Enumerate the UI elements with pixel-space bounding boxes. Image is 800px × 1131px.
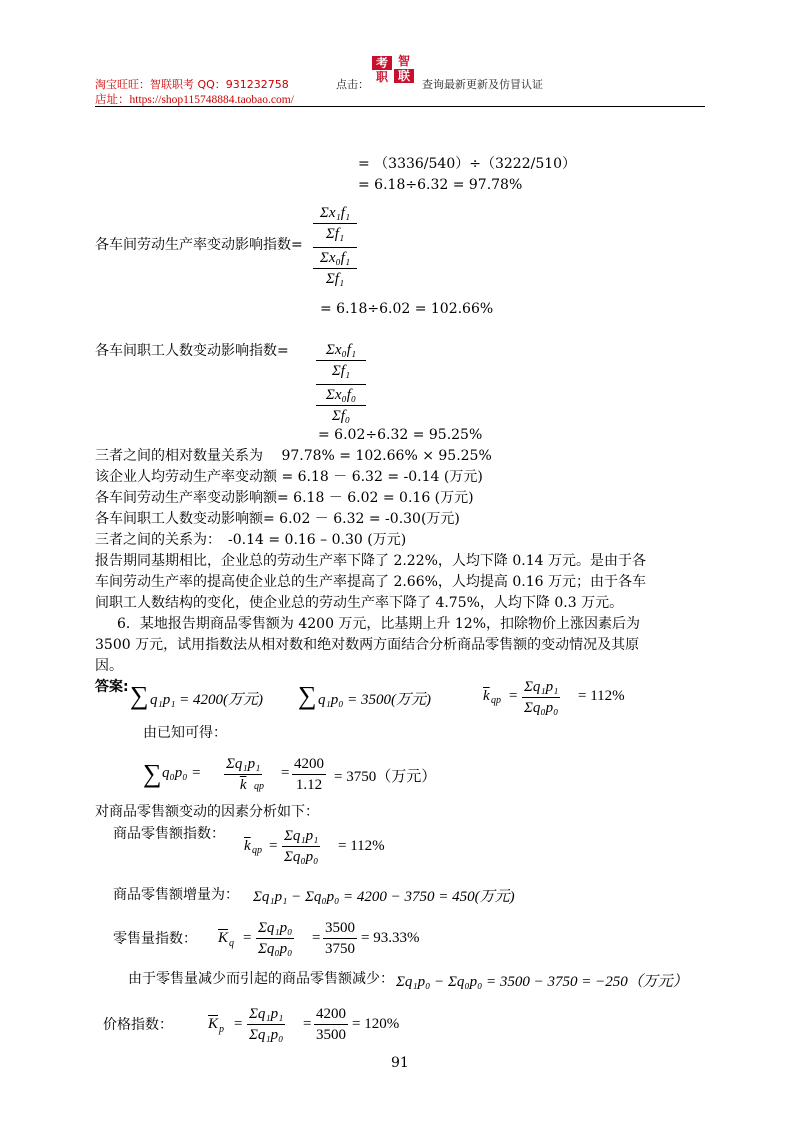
page-number: 91 — [391, 1055, 409, 1071]
productivity-index-fraction-top: Σx₁f₁ Σf₁ — [313, 203, 357, 244]
eq3-fraction: Σq₁p₁ Σq₀p₀ — [524, 679, 559, 716]
question-6-line-3: 因。 — [95, 658, 123, 674]
sum-symbol: ∑ — [143, 759, 162, 788]
price-index-value: = 120% — [352, 1016, 400, 1032]
staff-index-fraction-bottom: Σx₀f₀ Σf₀ — [316, 385, 366, 426]
known-text: 由已知可得： — [143, 725, 227, 741]
volume-index-fraction: Σq₁p₀ Σq₀p₀ — [258, 920, 293, 957]
header-shop-line: 淘宝旺旺：智联职考 QQ：931232758 — [95, 78, 289, 91]
k-bar-qp: $\overline{k}$ — [483, 688, 490, 704]
sales-index-fraction: Σq₁p₁ Σq₀p₀ — [284, 828, 319, 865]
logo-char-4: 联 — [394, 69, 414, 83]
workshop-productivity-index-label: 各车间劳动生产率变动影响指数= — [95, 237, 303, 253]
volume-decrease-eq: Σq₁p₀ − Σq₀p₀ = 3500 − 3750 = −250（万元） — [396, 974, 688, 990]
logo-char-2: 智 — [397, 54, 410, 68]
relation-line-2: 该企业人均劳动生产率变动额 = 6.18 － 6.32 = -0.14 (万元) — [95, 469, 483, 485]
calc-line-2: = 6.18÷6.32 = 97.78% — [358, 177, 523, 193]
price-index-label: 价格指数： — [103, 1017, 173, 1033]
staff-index-fraction-top: Σx₀f₁ Σf₁ — [316, 340, 366, 381]
k-sub: qp — [252, 845, 262, 856]
volume-index-value: = 93.33% — [361, 930, 420, 946]
calc-line-3: = 6.18÷6.02 = 102.66% — [320, 301, 494, 317]
eq4-fraction: $\frac{\text{Σq₁p₁}}{k}$ — [226, 756, 261, 793]
K-bar-p: $\overline{K}$ — [208, 1016, 219, 1032]
workshop-staff-index-label: 各车间职工人数变动影响指数= — [95, 343, 289, 359]
volume-decrease-label: 由于零售量减少而引起的商品零售额减少： — [128, 971, 394, 987]
header-click-label: 点击： — [336, 78, 369, 91]
eq3-value: = 112% — [578, 688, 625, 704]
conclusion-line-1: 报告期同基期相比，企业总的劳动生产率下降了 2.22%，人均下降 0.14 万元。是由于各 — [95, 553, 646, 569]
relation-line-1: 三者之间的相对数量关系为 97.78% = 102.66% × 95.25% — [95, 448, 492, 464]
calc-line-1: = （3336/540）÷（3222/510） — [358, 156, 577, 172]
zhilian-logo[interactable] — [372, 54, 416, 84]
eq4-value: = 3750（万元） — [334, 769, 437, 785]
conclusion-line-2: 车间劳动生产率的提高使企业总的生产率提高了 2.66%，人均提高 0.16 万元；由于各车 — [95, 574, 646, 590]
eq-q1p0: q₁p₀ = 3500(万元) — [318, 692, 432, 708]
sales-increment-label: 商品零售额增量为： — [113, 887, 239, 903]
eq4-lhs: q₀p₀ = — [162, 765, 202, 781]
productivity-index-fraction-bottom: Σx₀f₁ Σf₁ — [313, 248, 357, 289]
header-verify-link[interactable]: 查询最新更新及仿冒认证 — [422, 78, 543, 91]
price-index-fraction: Σq₁p₁ Σq₁p₀ — [249, 1006, 284, 1043]
header-divider — [95, 106, 705, 107]
relation-line-3: 各车间劳动生产率变动影响额= 6.18 － 6.02 = 0.16 (万元) — [95, 490, 474, 506]
sum-symbol: ∑ — [298, 681, 317, 710]
K-bar-q: $\overline{K}$ — [218, 930, 229, 946]
logo-char-3: 职 — [375, 70, 388, 84]
eq4-fraction-2: 4200 1.12 — [294, 756, 324, 793]
question-6-line-1: 6．某地报告期商品零售额为 4200 万元，比基期上升 12%，扣除物价上涨因素后为 — [117, 616, 641, 632]
k-bar: $\overline{k}$ — [244, 838, 251, 854]
relation-line-4: 各车间职工人数变动影响额= 6.02 － 6.32 = -0.30(万元) — [95, 511, 460, 527]
eq4-den-sub: qp — [254, 781, 264, 792]
k-sub-qp: qp — [491, 695, 501, 706]
sales-increment-eq: Σq₁p₁ − Σq₀p₀ = 4200 − 3750 = 450(万元) — [253, 889, 515, 905]
K-sub-p: p — [219, 1024, 224, 1035]
conclusion-line-3: 间职工人数结构的变化，使企业总的劳动生产率下降了 4.75%，人均下降 0.3 万元。 — [95, 595, 624, 611]
logo-char-1: 考 — [372, 56, 392, 70]
eq-q1p1: q₁p₁ = 4200(万元) — [150, 692, 264, 708]
question-6-line-2: 3500 万元，试用指数法从相对数和绝对数两方面结合分析商品零售额的变动情况及其原 — [95, 637, 640, 653]
sales-index-value: = 112% — [338, 838, 385, 854]
sum-symbol: ∑ — [130, 681, 149, 710]
answer-label: 答案: — [95, 679, 129, 695]
volume-index-fraction-2: 3500 3750 — [325, 920, 355, 957]
K-sub-q: q — [229, 938, 234, 949]
volume-index-label: 零售量指数： — [113, 931, 197, 947]
calc-line-4: = 6.02÷6.32 = 95.25% — [318, 427, 483, 443]
analysis-heading: 对商品零售额变动的因素分析如下： — [95, 804, 319, 820]
sales-index-label: 商品零售额指数： — [113, 826, 225, 842]
price-index-fraction-2: 4200 3500 — [316, 1006, 346, 1043]
relation-line-5: 三者之间的关系为： -0.14 = 0.16 – 0.30 (万元) — [95, 532, 407, 548]
header-shop-address-link[interactable]: 店址：https://shop115748884.taobao.com/ — [95, 94, 294, 106]
